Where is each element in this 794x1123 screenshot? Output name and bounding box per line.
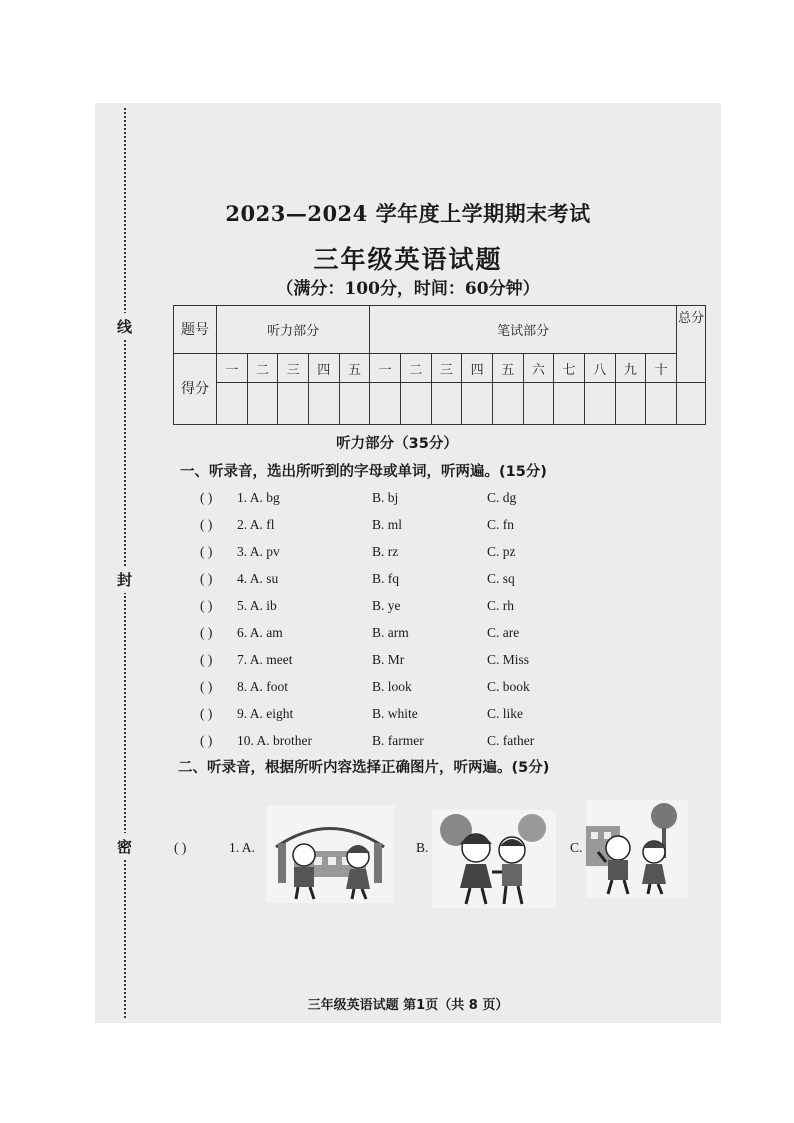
score-cell[interactable] bbox=[615, 382, 646, 424]
answer-blank[interactable]: ( ) bbox=[200, 706, 213, 721]
score-cell[interactable] bbox=[339, 382, 370, 424]
question-row bbox=[200, 652, 600, 674]
picture-option-a[interactable] bbox=[266, 805, 394, 903]
answer-blank[interactable]: ( ) bbox=[200, 679, 213, 694]
written-col-8: 八 bbox=[584, 354, 615, 382]
score-cell[interactable] bbox=[554, 382, 585, 424]
section-1-heading: 一、听录音，选出所听到的字母或单词，听两遍。(15分) bbox=[180, 464, 547, 480]
question-number-label: 题号 bbox=[174, 306, 217, 354]
question-row bbox=[200, 679, 600, 701]
score-cell[interactable] bbox=[400, 382, 431, 424]
score-cell[interactable] bbox=[462, 382, 493, 424]
picture-option-c[interactable] bbox=[586, 800, 688, 898]
side-label-xian: 线 bbox=[117, 313, 132, 340]
option-a: 4. A. su bbox=[237, 571, 279, 586]
option-b-label: B. bbox=[416, 840, 429, 855]
written-col-1: 一 bbox=[370, 354, 401, 382]
listening-col-2: 二 bbox=[247, 354, 278, 382]
score-row-label: 得分 bbox=[174, 354, 217, 425]
option-a: 2. A. fl bbox=[237, 517, 275, 532]
score-table bbox=[173, 305, 706, 425]
listening-col-5: 五 bbox=[339, 354, 370, 382]
listening-part-heading: 听力部分（35分） bbox=[336, 436, 458, 452]
written-col-5: 五 bbox=[492, 354, 523, 382]
option-b: B. look bbox=[372, 679, 412, 694]
written-part-header: 笔试部分 bbox=[370, 306, 677, 354]
exam-score-time: （满分：100分，时间：60分钟） bbox=[276, 279, 540, 299]
question-row bbox=[200, 706, 600, 728]
question-row bbox=[200, 544, 600, 566]
option-a: 10. A. brother bbox=[237, 733, 312, 748]
option-a: 5. A. ib bbox=[237, 598, 277, 613]
written-col-6: 六 bbox=[523, 354, 554, 382]
option-c: C. father bbox=[487, 733, 535, 748]
answer-blank[interactable]: ( ) bbox=[200, 571, 213, 586]
section-2-heading: 二、听录音，根据所听内容选择正确图片，听两遍。(5分) bbox=[178, 760, 550, 776]
total-score-header: 总分 bbox=[677, 306, 706, 383]
option-c: C. sq bbox=[487, 571, 515, 586]
answer-blank[interactable]: ( ) bbox=[200, 490, 213, 505]
question-row bbox=[200, 733, 600, 755]
listening-part-header: 听力部分 bbox=[217, 306, 370, 354]
option-b: B. arm bbox=[372, 625, 409, 640]
written-col-9: 九 bbox=[615, 354, 646, 382]
score-cell[interactable] bbox=[247, 382, 278, 424]
option-a: 8. A. foot bbox=[237, 679, 289, 694]
option-b: B. fq bbox=[372, 571, 399, 586]
question-row bbox=[200, 625, 600, 647]
option-a-label: 1. A. bbox=[229, 840, 255, 855]
option-c: C. rh bbox=[487, 598, 514, 613]
page-footer: 三年级英语试题 第1页（共 8 页） bbox=[307, 998, 509, 1013]
written-col-4: 四 bbox=[462, 354, 493, 382]
score-cell[interactable] bbox=[492, 382, 523, 424]
question-row bbox=[200, 490, 600, 512]
answer-blank[interactable]: ( ) bbox=[200, 733, 213, 748]
side-label-mi: 密 bbox=[117, 833, 132, 860]
option-c: C. pz bbox=[487, 544, 516, 559]
option-c: C. are bbox=[487, 625, 520, 640]
score-cell[interactable] bbox=[370, 382, 401, 424]
option-b: B. ye bbox=[372, 598, 401, 613]
written-col-7: 七 bbox=[554, 354, 585, 382]
answer-blank[interactable]: ( ) bbox=[174, 840, 187, 855]
written-col-3: 三 bbox=[431, 354, 462, 382]
score-cell[interactable] bbox=[308, 382, 339, 424]
option-a: 9. A. eight bbox=[237, 706, 294, 721]
listening-col-1: 一 bbox=[217, 354, 248, 382]
answer-blank[interactable]: ( ) bbox=[200, 625, 213, 640]
answer-blank[interactable]: ( ) bbox=[200, 598, 213, 613]
question-row bbox=[200, 598, 600, 620]
option-a: 3. A. pv bbox=[237, 544, 280, 559]
option-a: 1. A. bg bbox=[237, 490, 280, 505]
exam-year-title: 2023—2024 学年度上学期期末考试 bbox=[225, 201, 591, 226]
option-c: C. dg bbox=[487, 490, 517, 505]
children-waving-illustration bbox=[586, 800, 688, 898]
answer-blank[interactable]: ( ) bbox=[200, 517, 213, 532]
option-a: 6. A. am bbox=[237, 625, 283, 640]
option-c: C. fn bbox=[487, 517, 514, 532]
option-c: C. like bbox=[487, 706, 523, 721]
option-a: 7. A. meet bbox=[237, 652, 293, 667]
option-b: B. white bbox=[372, 706, 418, 721]
children-greeting-illustration bbox=[432, 810, 556, 908]
score-cell[interactable] bbox=[278, 382, 309, 424]
picture-option-b[interactable] bbox=[432, 810, 556, 908]
option-b: B. rz bbox=[372, 544, 399, 559]
answer-blank[interactable]: ( ) bbox=[200, 652, 213, 667]
option-b: B. ml bbox=[372, 517, 403, 532]
score-cell[interactable] bbox=[523, 382, 554, 424]
listening-col-3: 三 bbox=[278, 354, 309, 382]
option-b: B. Mr bbox=[372, 652, 405, 667]
written-col-2: 二 bbox=[400, 354, 431, 382]
answer-blank[interactable]: ( ) bbox=[200, 544, 213, 559]
score-cell[interactable] bbox=[584, 382, 615, 424]
option-b: B. bj bbox=[372, 490, 399, 505]
total-score-cell[interactable] bbox=[677, 382, 706, 424]
question-row bbox=[200, 571, 600, 593]
side-label-feng: 封 bbox=[117, 566, 132, 593]
listening-col-4: 四 bbox=[308, 354, 339, 382]
written-col-10: 十 bbox=[646, 354, 677, 382]
children-at-school-gate-illustration bbox=[266, 805, 394, 903]
score-cell[interactable] bbox=[217, 382, 248, 424]
exam-subject-title: 三年级英语试题 bbox=[313, 245, 503, 274]
option-c-label: C. bbox=[570, 840, 583, 855]
option-b: B. farmer bbox=[372, 733, 424, 748]
question-row bbox=[200, 517, 600, 539]
option-c: C. Miss bbox=[487, 652, 530, 667]
option-c: C. book bbox=[487, 679, 530, 694]
score-cell[interactable] bbox=[646, 382, 677, 424]
score-cell[interactable] bbox=[431, 382, 462, 424]
